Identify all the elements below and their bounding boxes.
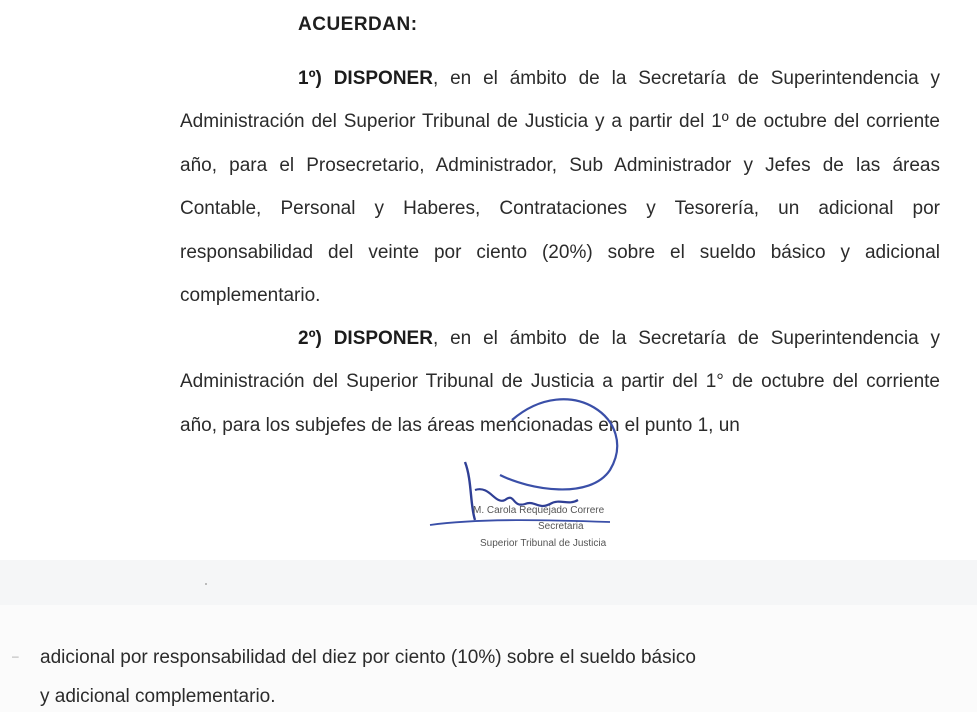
item-1-lead: 1º) DISPONER bbox=[298, 68, 433, 89]
signatory-name: M. Carola Requejado Correre bbox=[473, 505, 605, 516]
handwritten-signature bbox=[420, 380, 680, 560]
margin-mark: – bbox=[12, 649, 19, 663]
signature-block bbox=[420, 380, 680, 560]
item-2-lead: 2º) DISPONER bbox=[298, 328, 433, 349]
continuation-line-1: adicional por responsabilidad del diez por ciento (10%) sobre el sueldo básico bbox=[40, 647, 696, 668]
scan-speck bbox=[205, 583, 207, 585]
signatory-title: Secretaria bbox=[538, 521, 584, 532]
item-2-text: , en el ámbito de la Secretaría de Superintendencia y Administración del Superior Tribunal de Justicia a partir del 1° de octubre del corriente año, para los subjefes de las áreas mencionadas en el punto 1, un bbox=[180, 328, 940, 436]
signatory-court: Superior Tribunal de Justicia bbox=[480, 538, 607, 549]
item-1-text: , en el ámbito de la Secretaría de Superintendencia y Administración del Superior Tribunal de Justicia y a partir del 1º de octubre del corriente año, para el Prosecretario, Administrador, Sub Administrador y Jefes de las áreas Contable, Personal y Haberes, Contrataciones y Tesorería, un adicional por responsabilidad del veinte por ciento (20%) sobre el sueldo básico y adicional complementario. bbox=[180, 68, 940, 307]
section-heading: ACUERDAN: bbox=[298, 14, 418, 35]
continuation-line-2: y adicional complementario. bbox=[40, 686, 276, 707]
resolution-item-1 bbox=[180, 57, 940, 317]
